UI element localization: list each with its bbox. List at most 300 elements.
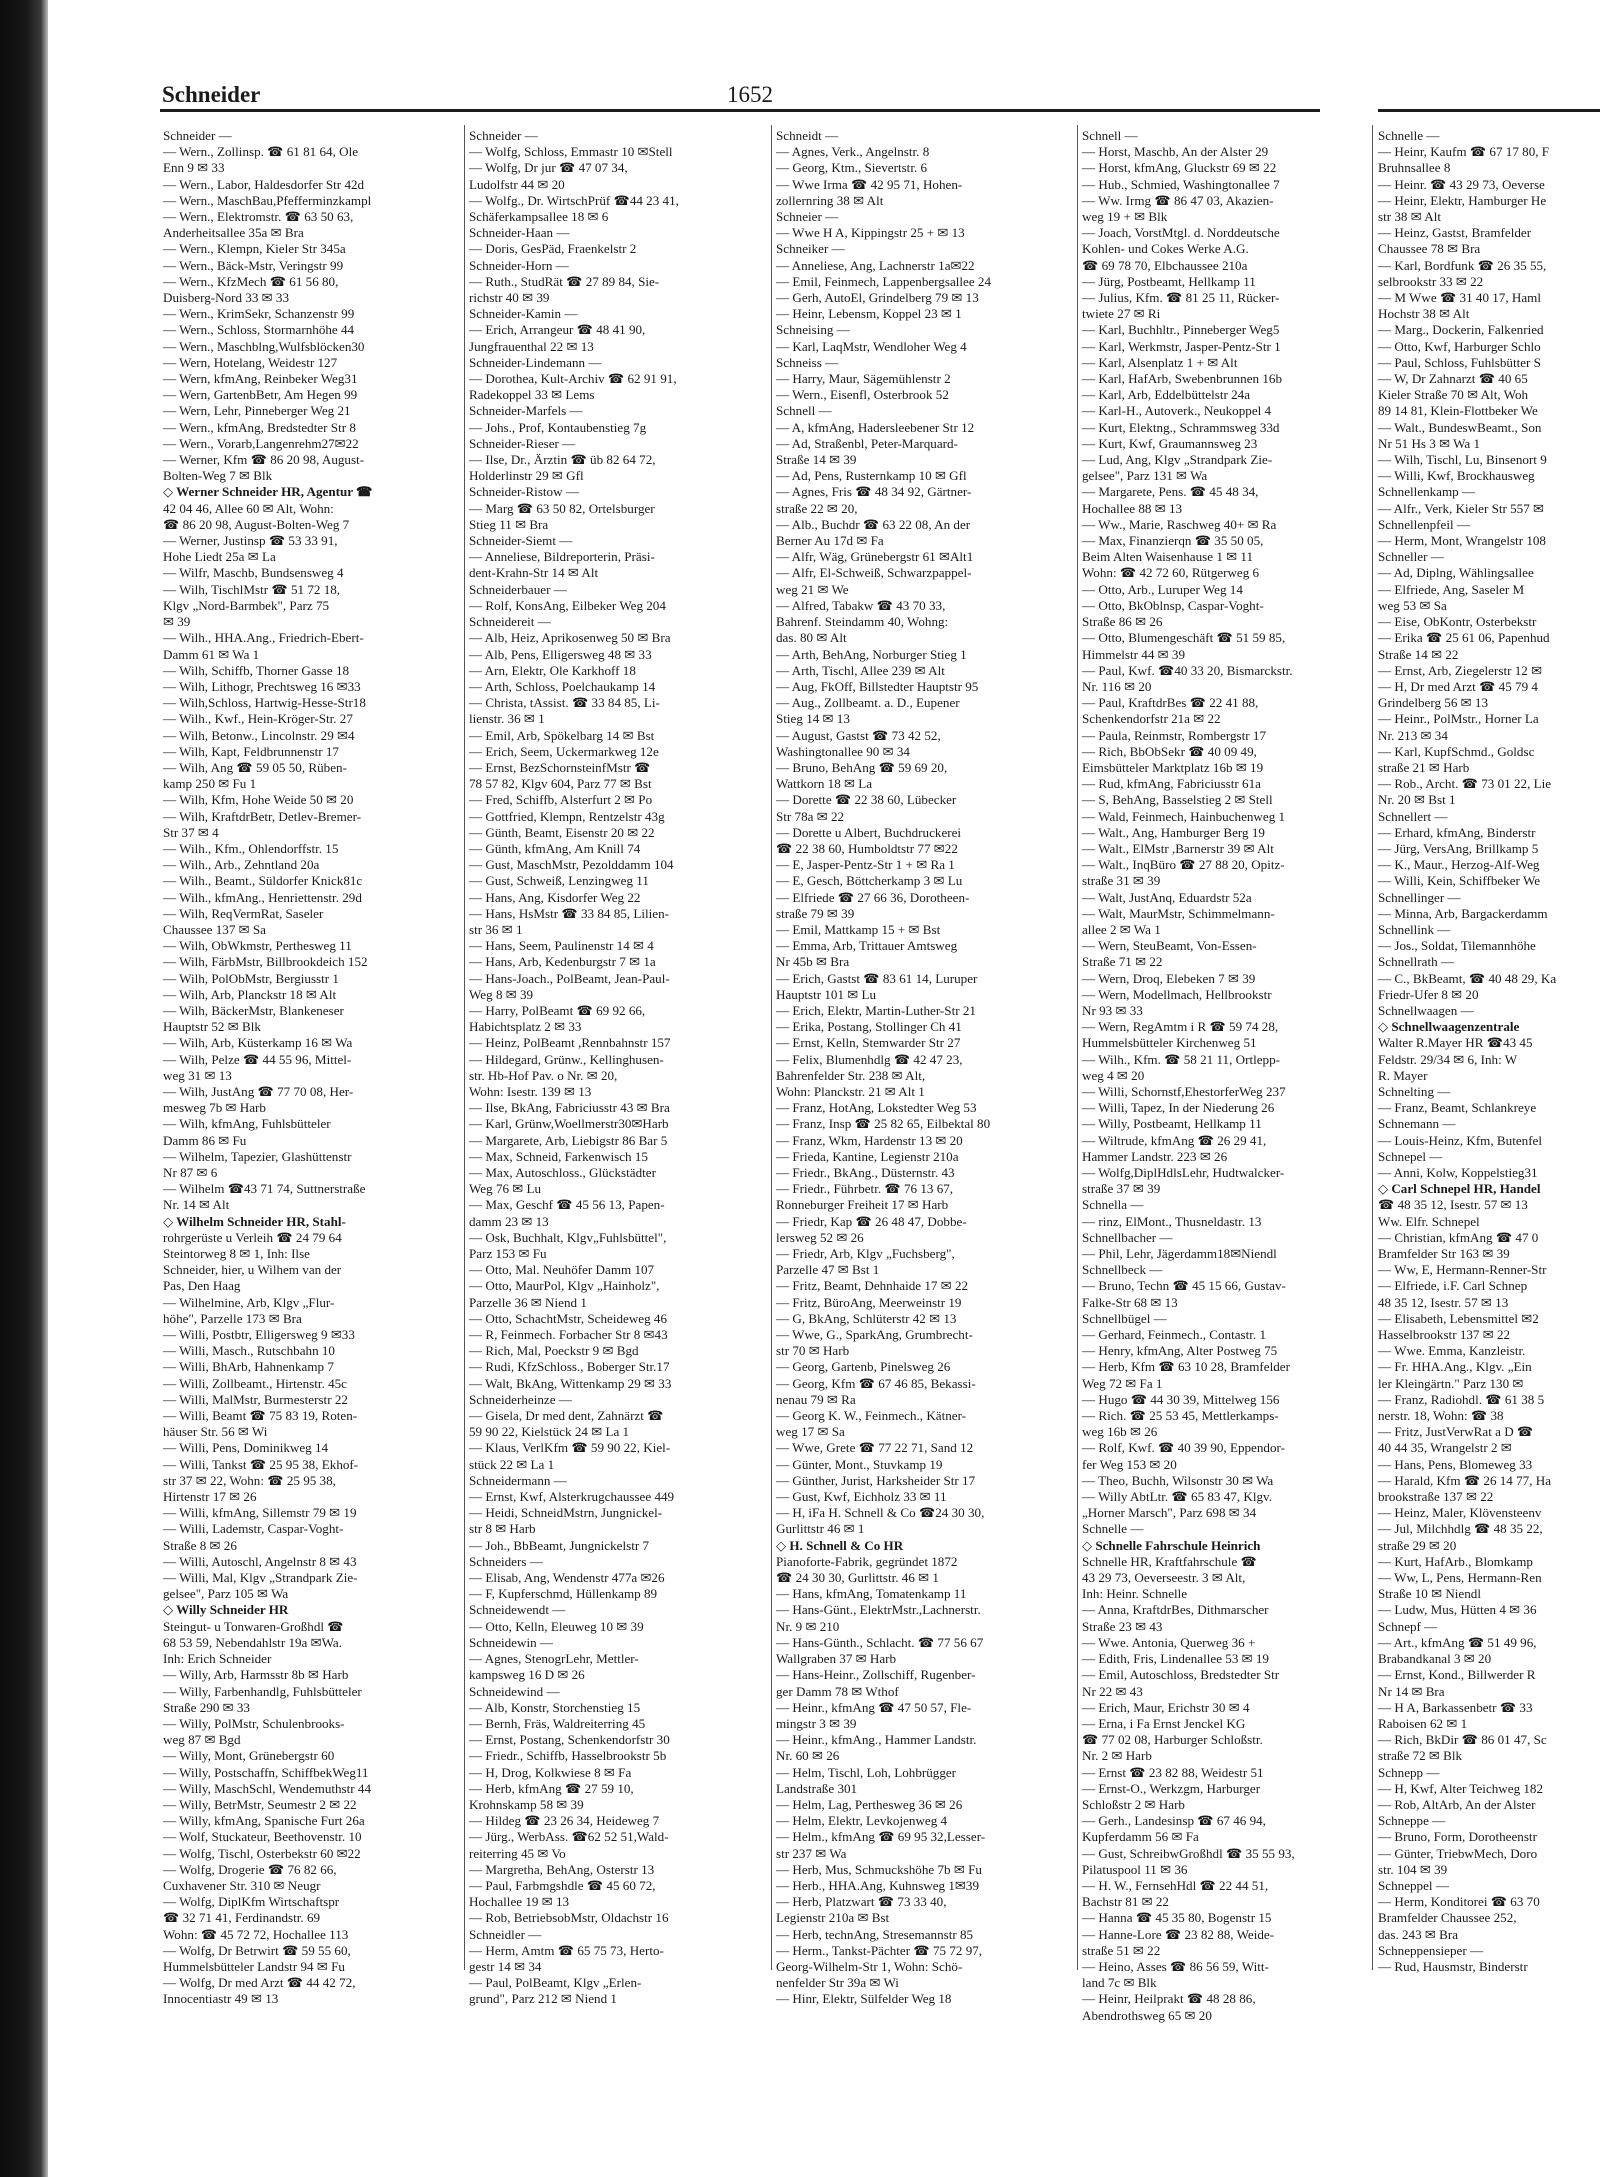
directory-line: Kieler Straße 70 ✉ Alt, Woh	[1378, 387, 1529, 403]
directory-line: Hummelsbütteler Landstr 94 ✉ Fu	[163, 1958, 345, 1974]
directory-line: — Margretha, BehAng, Osterstr 13	[469, 1861, 655, 1877]
directory-line: Falke-Str 68 ✉ 13	[1082, 1294, 1178, 1310]
directory-line: Schneidereit —	[469, 614, 551, 630]
directory-line: — Günter, Mont., Stuvkamp 19	[776, 1456, 943, 1472]
directory-line: — Wern, Lehr, Pinneberger Weg 21	[163, 403, 351, 419]
directory-line: — Johs., Prof, Kontaubenstieg 7g	[469, 419, 647, 435]
directory-line: ☎ 32 71 41, Ferdinandstr. 69	[163, 1910, 321, 1926]
directory-line: Cuxhavener Str. 310 ✉ Neugr	[163, 1877, 321, 1893]
directory-line: — Klaus, VerlKfm ☎ 59 90 22, Kiel-	[469, 1440, 671, 1456]
directory-line: — Willy, Postschaffn, SchiffbekWeg11	[163, 1764, 369, 1780]
directory-line: — Willy, Arb, Harmsstr 8b ✉ Harb	[163, 1667, 349, 1683]
directory-line: „Horner Marsch", Parz 698 ✉ 34	[1082, 1505, 1257, 1521]
directory-line: — H, Kwf, Alter Teichweg 182	[1378, 1780, 1544, 1796]
directory-line: — Herb, technAng, Stresemannstr 85	[776, 1926, 974, 1942]
directory-line: Hauptstr 101 ✉ Lu	[776, 986, 877, 1002]
directory-line: Schneidewendt —	[469, 1602, 566, 1618]
directory-line: Straße 290 ✉ 33	[163, 1699, 250, 1715]
directory-line: — Herb, kfmAng ☎ 27 59 10,	[469, 1780, 634, 1796]
header-rule	[160, 109, 1320, 112]
directory-line: Schneider-Kamin —	[469, 306, 578, 322]
directory-line: — Heino, Asses ☎ 86 56 59, Witt-	[1082, 1958, 1269, 1974]
directory-line: — Karl, KupfSchmd., Goldsc	[1378, 743, 1535, 759]
directory-line: Schnellbügel —	[1082, 1310, 1167, 1326]
directory-line: — Hans-Heinr., Zollschiff, Rugenber-	[776, 1667, 976, 1683]
directory-line: Schnellinger —	[1378, 889, 1461, 905]
directory-line: — Ww. Irmg ☎ 86 47 03, Akazien-	[1082, 192, 1274, 208]
directory-line: kampsweg 16 D ✉ 26	[469, 1667, 585, 1683]
directory-line: — Wilh, Pelze ☎ 44 55 96, Mittel-	[163, 1051, 352, 1067]
directory-line: — Helm, Lag, Perthesweg 36 ✉ 26	[776, 1796, 963, 1812]
directory-line: — Rob, AltArb, An der Alster	[1378, 1796, 1536, 1812]
directory-line: — Wern., KrimSekr, Schanzenstr 99	[163, 306, 355, 322]
directory-line: Schnepp —	[1378, 1764, 1440, 1780]
directory-line: — Willy, Mont, Grünebergstr 60	[163, 1748, 335, 1764]
directory-line: — Wwe. Emma, Kanzleistr.	[1378, 1343, 1526, 1359]
directory-line: nerstr. 18, Wohn: ☎ 38	[1378, 1408, 1504, 1424]
directory-line: — Lud, Ang, Klgv „Strandpark Zie-	[1082, 452, 1273, 468]
directory-line: — Wilh, Schiffb, Thorner Gasse 18	[163, 662, 350, 678]
directory-line: fer Weg 153 ✉ 20	[1082, 1456, 1177, 1472]
directory-line: — Friedr., Schiffb, Hasselbrookstr 5b	[469, 1748, 667, 1764]
directory-line: — Wern, kfmAng, Reinbeker Weg31	[163, 371, 358, 387]
directory-line: Schneiderheinze —	[469, 1391, 572, 1407]
directory-line: Schneiker —	[776, 241, 845, 257]
directory-line: Washingtonallee 90 ✉ 34	[776, 743, 910, 759]
directory-line: — Wilh., Arb., Zehntland 20a	[163, 857, 320, 873]
directory-line: Ludolfstr 44 ✉ 20	[469, 176, 565, 192]
directory-line: — Willi, Beamt ☎ 75 83 19, Roten-	[163, 1408, 358, 1424]
directory-line: lienstr. 36 ✉ 1	[469, 711, 545, 727]
directory-line: Schneider-Haan —	[469, 225, 570, 241]
directory-line: — Wilh, Kfm, Hohe Weide 50 ✉ 20	[163, 792, 354, 808]
directory-line: Schnemann —	[1378, 1116, 1456, 1132]
directory-line: 68 53 59, Nebendahlstr 19a ✉Wa.	[163, 1634, 343, 1650]
directory-line: — Fr. HHA.Ang., Klgv. „Ein	[1378, 1359, 1532, 1375]
directory-line: — Herb, Platzwart ☎ 73 33 40,	[776, 1894, 947, 1910]
directory-line: Eimsbütteler Marktplatz 16b ✉ 19	[1082, 759, 1264, 775]
directory-line: — Elisab, Ang, Wendenstr 477a ✉26	[469, 1570, 665, 1586]
directory-line: — Alb, Konstr, Storchenstieg 15	[469, 1699, 641, 1715]
directory-line: — Willi, Tapez, In der Niederung 26	[1082, 1100, 1275, 1116]
directory-line: — Walt., InqBüro ☎ 27 88 20, Opitz-	[1082, 857, 1285, 873]
directory-line: — Karl, HafArb, Swebenbrunnen 16b	[1082, 371, 1282, 387]
directory-line: Bachstr 81 ✉ 22	[1082, 1894, 1169, 1910]
directory-line: — Elfriede ☎ 27 66 36, Dorotheen-	[776, 889, 970, 905]
directory-line: — Harald, Kfm ☎ 26 14 77, Ha	[1378, 1472, 1552, 1488]
directory-line: Damm 86 ✉ Fu	[163, 1132, 247, 1148]
directory-line: Schneppe —	[1378, 1813, 1446, 1829]
directory-line: Weg 72 ✉ Fa 1	[1082, 1375, 1163, 1391]
directory-line: — Wilh, Tischl, Lu, Binsenort 9	[1378, 452, 1547, 468]
directory-line: Straße 86 ✉ 26	[1082, 614, 1163, 630]
directory-line: kamp 250 ✉ Fu 1	[163, 776, 257, 792]
directory-line: — Franz, Insp ☎ 25 82 65, Eilbektal 80	[776, 1116, 991, 1132]
directory-line: Georg-Wilhelm-Str 1, Wohn: Schö-	[776, 1958, 963, 1974]
directory-line: Hasselbrookstr 137 ✉ 22	[1378, 1327, 1511, 1343]
directory-line: weg 19 + ✉ Blk	[1082, 209, 1168, 225]
directory-line: gelsee", Parz 105 ✉ Wa	[163, 1586, 289, 1602]
directory-line: häuser Str. 56 ✉ Wi	[163, 1424, 268, 1440]
directory-line: — Osk, Buchhalt, Klgv„Fuhlsbüttel",	[469, 1229, 667, 1245]
directory-line: — Anni, Kolw, Koppelstieg31	[1378, 1165, 1538, 1180]
directory-line: — Wern, Droq, Elebeken 7 ✉ 39	[1082, 970, 1256, 986]
directory-line: Wohn: Planckstr. 21 ✉ Alt 1	[776, 1083, 925, 1099]
directory-line: — Alb., Buchdr ☎ 63 22 08, An der	[776, 516, 971, 532]
directory-line: mesweg 7b ✉ Harb	[163, 1100, 266, 1116]
directory-line: — Helm, Tischl, Loh, Lohbrügger	[776, 1764, 957, 1780]
directory-line: — Eise, ObKontr, Osterbekstr	[1378, 614, 1537, 630]
directory-line: — Ilse, BkAng, Fabriciusstr 43 ✉ Bra	[469, 1100, 670, 1116]
directory-line: Schnellert —	[1378, 808, 1448, 824]
directory-line: — Wolf, Stuckateur, Beethovenstr. 10	[163, 1829, 362, 1845]
directory-line: ☎ 24 30 30, Gurlittstr. 46 ✉ 1	[776, 1570, 939, 1586]
directory-line: — Günter, TriebwMech, Doro	[1378, 1845, 1538, 1861]
directory-line: — Wilh., HHA.Ang., Friedrich-Ebert-	[163, 630, 364, 646]
directory-line: — H A, Barkassenbetr ☎ 33	[1378, 1699, 1533, 1715]
directory-line: Parzelle 36 ✉ Niend 1	[469, 1294, 587, 1310]
directory-line: — Alb, Heiz, Aprikosenweg 50 ✉ Bra	[469, 630, 671, 646]
directory-line: — Joh., BbBeamt, Jungnickelstr 7	[469, 1537, 650, 1553]
directory-line: str 38 ✉ Alt	[1378, 209, 1441, 225]
directory-line: — Wilhelm ☎43 71 74, Suttnerstraße	[163, 1181, 366, 1197]
directory-column-1	[163, 128, 458, 2007]
directory-line: — Felix, Blumenhdlg ☎ 42 47 23,	[776, 1051, 963, 1067]
directory-line: — S, BehAng, Basselstieg 2 ✉ Stell	[1082, 792, 1273, 808]
directory-line: — Emil, Arb, Spökelbarg 14 ✉ Bst	[469, 727, 655, 743]
directory-line: 42 04 46, Allee 60 ✉ Alt, Wohn:	[163, 500, 334, 516]
directory-line: Steintorweg 8 ✉ 1, Inh: Ilse	[163, 1246, 310, 1262]
directory-line: — Emil, Autoschloss, Bredstedter Str	[1082, 1667, 1280, 1683]
directory-line: — Jul, Milchhdlg ☎ 48 35 22,	[1378, 1521, 1543, 1537]
directory-line: — F, Kupferschmd, Hüllenkamp 89	[469, 1586, 658, 1602]
directory-line: — Otto, MaurPol, Klgv „Hainholz",	[469, 1278, 660, 1294]
directory-line: — Willi, MalMstr, Burmesterstr 22	[163, 1391, 348, 1407]
directory-line: — Ad, Diplng, Wählingsallee	[1378, 565, 1534, 581]
directory-line: selbrookstr 33 ✉ 22	[1378, 273, 1484, 289]
directory-line: Grindelberg 56 ✉ 13	[1378, 695, 1489, 711]
directory-line: — Harry, Maur, Sägemühlenstr 2	[776, 371, 951, 387]
directory-line: — Herb, Kfm ☎ 63 10 28, Bramfelder	[1082, 1359, 1290, 1375]
directory-line: — Julius, Kfm. ☎ 81 25 11, Rücker-	[1082, 290, 1280, 306]
directory-line: — Wilh., Kwf., Hein-Kröger-Str. 27	[163, 711, 353, 727]
directory-line: — Ilse, Dr., Ärztin ☎ üb 82 64 72,	[469, 452, 656, 468]
directory-line: — Willy, MaschSchl, Wendemuthstr 44	[163, 1780, 372, 1796]
directory-line: weg 53 ✉ Sa	[1378, 597, 1447, 613]
directory-line: 89 14 81, Klein-Flottbeker We	[1378, 403, 1538, 419]
directory-line: — Wwe, G., SparkAng, Grumbrecht-	[776, 1327, 973, 1343]
directory-line: — Margarete, Pens. ☎ 45 48 34,	[1082, 484, 1259, 500]
directory-line: — Friedr, Kap ☎ 26 48 47, Dobbe-	[776, 1213, 967, 1229]
directory-line: — Wolfg, Schloss, Emmastr 10 ✉Stell	[469, 144, 673, 160]
directory-line: — Willy, PolMstr, Schulenbrooks-	[163, 1715, 345, 1731]
directory-line: Straße 14 ✉ 39	[776, 452, 857, 468]
directory-line: Inh: Heinr. Schnelle	[1082, 1586, 1188, 1602]
directory-line: Parz 153 ✉ Fu	[469, 1246, 547, 1262]
directory-line: straße 37 ✉ 39	[1082, 1181, 1161, 1197]
directory-line: — Hugo ☎ 44 30 39, Mittelweg 156	[1082, 1391, 1280, 1407]
directory-line: — Wilh, BäckerMstr, Blankeneser	[163, 1002, 344, 1018]
directory-line: — Louis-Heinz, Kfm, Butenfel	[1378, 1132, 1542, 1148]
directory-line: Krohnskamp 58 ✉ 39	[469, 1796, 584, 1812]
directory-line: 43 29 73, Oeverseestr. 3 ✉ Alt,	[1082, 1570, 1246, 1586]
directory-line: — Wilh, PolObMstr, Bergiusstr 1	[163, 970, 339, 986]
directory-line: — Wilh, kfmAng, Fuhlsbütteler	[163, 1116, 331, 1132]
directory-line: — Elisabeth, Lebensmittel ✉2	[1378, 1310, 1539, 1326]
directory-line: weg 4 ✉ 20	[1082, 1067, 1145, 1083]
page-number: 1652	[727, 82, 773, 107]
directory-line: Wohn: ☎ 45 72 72, Hochallee 113	[163, 1926, 349, 1942]
directory-line: Schneider-Rieser —	[469, 435, 576, 451]
directory-line: — Heinz, Gastst, Bramfelder	[1378, 225, 1532, 241]
directory-line: weg 17 ✉ Sa	[776, 1424, 845, 1440]
directory-line: — Wern., Labor, Haldesdorfer Str 42d	[163, 176, 365, 192]
directory-line: — Wilh, Kapt, Feldbrunnenstr 17	[163, 743, 339, 759]
directory-line: — Gerhard, Feinmech., Contastr. 1	[1082, 1327, 1267, 1343]
directory-line: — Erich, Arrangeur ☎ 48 41 90,	[469, 322, 646, 338]
directory-line: — August, Gastst ☎ 73 42 52,	[776, 727, 941, 743]
directory-line: — Wilh., kfmAng., Henriettenstr. 29d	[163, 889, 362, 905]
directory-line: Schneller —	[1378, 549, 1444, 565]
directory-line: ◇ H. Schnell & Co HR	[776, 1537, 904, 1553]
directory-line: Ronneburger Freiheit 17 ✉ Harb	[776, 1197, 949, 1213]
directory-line: — Herb, Mus, Schmuckshöhe 7b ✉ Fu	[776, 1861, 982, 1877]
directory-line: — Fritz, BüroAng, Meerweinstr 19	[776, 1294, 962, 1310]
directory-line: zollernring 38 ✉ Alt	[776, 192, 884, 208]
directory-line: — Jürg, VersAng, Brillkamp 5	[1378, 840, 1539, 856]
directory-line: — Minna, Arb, Bargackerdamm	[1378, 905, 1548, 921]
directory-line: — Wern., kfmAng, Bredstedter Str 8	[163, 419, 356, 435]
scan-edge-shadow	[0, 0, 48, 2177]
directory-line: — rinz, ElMont., Thusneldastr. 13	[1082, 1213, 1262, 1229]
directory-line: — Hans, HsMstr ☎ 33 84 85, Lilien-	[469, 905, 669, 921]
directory-line: nenau 79 ✉ Ra	[776, 1391, 856, 1407]
directory-line: straße 51 ✉ 22	[1082, 1942, 1161, 1958]
directory-line: — Wolfg., Dr. WirtschPrüf ☎44 23 41,	[469, 192, 679, 208]
directory-line: Wohn: ☎ 42 72 60, Rütgerweg 6	[1082, 565, 1260, 581]
directory-line: — Wilh, TischlMstr ☎ 51 72 18,	[163, 581, 341, 597]
directory-line: Enn 9 ✉ 33	[163, 160, 225, 176]
directory-line: Wohn: Isestr. 139 ✉ 13	[469, 1083, 592, 1099]
directory-line: Schneidewind —	[469, 1683, 560, 1699]
directory-line: — Margarete, Arb, Liebigstr 86 Bar 5	[469, 1132, 668, 1148]
directory-line: — Max, Geschf ☎ 45 56 13, Papen-	[469, 1197, 665, 1213]
directory-line: Hummelsbütteler Kirchenweg 51	[1082, 1035, 1257, 1051]
directory-line: — Heinr, Elektr, Hamburger He	[1378, 192, 1547, 208]
directory-line: — Bruno, Form, Dorotheenstr	[1378, 1829, 1537, 1845]
directory-line: Schnepf —	[1378, 1618, 1438, 1634]
directory-line: Schnellink —	[1378, 921, 1451, 937]
directory-line: — Wald, Feinmech, Hainbuchenweg 1	[1082, 808, 1286, 824]
directory-line: — Walt., BundeswBeamt., Son	[1378, 419, 1542, 435]
directory-line: — H, iFa H. Schnell & Co ☎24 30 30,	[776, 1505, 985, 1521]
directory-line: Str 37 ✉ 4	[163, 824, 219, 840]
directory-line: Walter R.Mayer HR ☎43 45	[1378, 1035, 1533, 1051]
directory-line: — R, Feinmech. Forbacher Str 8 ✉43	[469, 1327, 668, 1343]
directory-line: Raboisen 62 ✉ 1	[1378, 1715, 1468, 1731]
directory-line: — Wilh, FärbMstr, Billbrookdeich 152	[163, 954, 368, 970]
directory-line: — K., Maur., Herzog-Alf-Weg	[1378, 857, 1540, 873]
directory-line: — Otto, Kelln, Eleuweg 10 ✉ 39	[469, 1618, 644, 1634]
directory-line: — Wilh, JustAng ☎ 77 70 08, Her-	[163, 1083, 354, 1099]
directory-line: — Wwe Irma ☎ 42 95 71, Hohen-	[776, 176, 963, 192]
directory-line: Schneider-Horn —	[469, 257, 569, 273]
directory-line: Steingut- u Tonwaren-Großhdl ☎	[163, 1618, 344, 1634]
directory-line: — Rudi, KfzSchloss., Boberger Str.17	[469, 1359, 670, 1375]
directory-line: — Hinr, Elektr, Sülfelder Weg 18	[776, 1991, 952, 2007]
directory-line: gelsee", Parz 131 ✉ Wa	[1082, 468, 1208, 484]
directory-line: Hochallee 88 ✉ 13	[1082, 500, 1183, 516]
directory-line: — Arth, Tischl, Allee 239 ✉ Alt	[776, 662, 945, 678]
directory-line: Schloßstr 2 ✉ Harb	[1082, 1796, 1185, 1812]
directory-line: — Walt, BkAng, Wittenkamp 29 ✉ 33	[469, 1375, 672, 1391]
directory-line: — Harry, PolBeamt ☎ 69 92 66,	[469, 1002, 646, 1018]
directory-line: — E, Gesch, Böttcherkamp 3 ✉ Lu	[776, 873, 963, 889]
directory-line: das. 80 ✉ Alt	[776, 630, 847, 646]
directory-line: — Georg K. W., Feinmech., Kätner-	[776, 1408, 967, 1424]
directory-line: Schneider —	[163, 128, 232, 143]
directory-line: — Otto, Arb., Luruper Weg 14	[1082, 581, 1243, 597]
directory-line: — Alfr, Wäg, Grünebergstr 61 ✉Alt1	[776, 549, 974, 565]
directory-line: — Wern., Bäck-Mstr, Veringstr 99	[163, 257, 344, 273]
directory-line: — Willi, Pens, Dominikweg 14	[163, 1440, 329, 1456]
directory-line: — Werner, Justinsp ☎ 53 33 91,	[163, 533, 338, 549]
page-header	[162, 82, 1322, 108]
directory-line: Schneiderbauer —	[469, 581, 567, 597]
directory-line: — Willi, Mal, Klgv „Strandpark Zie-	[163, 1570, 358, 1586]
directory-line: Schneppensieper —	[1378, 1942, 1484, 1958]
directory-line: 59 90 22, Kielstück 24 ✉ La 1	[469, 1424, 630, 1440]
directory-line: rohrgerüste u Verleih ☎ 24 79 64	[163, 1229, 342, 1245]
directory-line: Nr. 14 ✉ Alt	[163, 1197, 230, 1213]
directory-line: Bramfelder Chaussee 252,	[1378, 1910, 1517, 1926]
directory-line: — Ww., Marie, Raschweg 40+ ✉ Ra	[1082, 516, 1277, 532]
directory-line: — Max, Schneid, Farkenwisch 15	[469, 1148, 648, 1164]
directory-line: straße 29 ✉ 20	[1378, 1537, 1457, 1553]
directory-line: Schneider, hier, u Wilhem van der	[163, 1262, 342, 1278]
directory-line: — Anna, KraftdrBes, Dithmarscher	[1082, 1602, 1269, 1618]
directory-line: Pilatuspool 11 ✉ 36	[1082, 1861, 1188, 1877]
directory-line: — Hildeg ☎ 23 26 34, Heideweg 7	[469, 1813, 660, 1829]
directory-column-4	[1082, 128, 1322, 2023]
directory-line: Nr 51 Hs 3 ✉ Wa 1	[1378, 435, 1481, 451]
directory-line: Schnepel —	[1378, 1148, 1443, 1164]
directory-line: — Franz, Beamt, Schlankreye	[1378, 1100, 1537, 1116]
directory-line: twiete 27 ✉ Ri	[1082, 306, 1161, 322]
directory-line: straße 79 ✉ 39	[776, 905, 855, 921]
directory-line: Hammer Landstr. 223 ✉ 26	[1082, 1148, 1228, 1164]
directory-line: Nr 45b ✉ Bra	[776, 954, 850, 970]
directory-line: Jungfrauenthal 22 ✉ 13	[469, 338, 594, 354]
directory-line: — Herm, Amtm ☎ 65 75 73, Herto-	[469, 1942, 664, 1958]
directory-line: — Henry, kfmAng, Alter Postweg 75	[1082, 1343, 1278, 1359]
directory-line: — Rob., Archt. ☎ 73 01 22, Lie	[1378, 776, 1552, 792]
directory-line: weg 16b ✉ 26	[1082, 1424, 1158, 1440]
directory-line: ◇ Werner Schneider HR, Agentur ☎	[163, 484, 373, 500]
directory-line: — Wern., Eisenfl, Osterbrook 52	[776, 387, 949, 403]
directory-line: — Bruno, Techn ☎ 45 15 66, Gustav-	[1082, 1278, 1286, 1294]
directory-line: Schnellbacher —	[1082, 1229, 1173, 1245]
directory-line: — Elfriede, Ang, Saseler M	[1378, 581, 1525, 597]
directory-line: — Wilhelmine, Arb, Klgv „Flur-	[163, 1294, 335, 1310]
directory-line: — Paul, Kwf. ☎40 33 20, Bismarckstr.	[1082, 662, 1293, 678]
directory-line: Schnell —	[776, 403, 832, 419]
directory-page	[60, 0, 1600, 2177]
directory-line: — Otto, Kwf, Harburger Schlo	[1378, 338, 1541, 354]
directory-line: — Ruth., StudRät ☎ 27 89 84, Sie-	[469, 273, 660, 289]
directory-line: — Jürg, Postbeamt, Hellkamp 11	[1082, 273, 1256, 289]
directory-line: — Rich, BbObSekr ☎ 40 09 49,	[1082, 743, 1257, 759]
directory-line: — Wilh., Beamt., Süldorfer Knick81c	[163, 873, 363, 889]
directory-line: — Wolfg, Dr med Arzt ☎ 44 42 72,	[163, 1975, 356, 1991]
directory-line: — Frieda, Kantine, Legienstr 210a	[776, 1148, 959, 1164]
directory-line: — Wern., Vorarb,Langenrehm27✉22	[163, 435, 359, 451]
directory-line: — Heinr., PolMstr., Horner La	[1378, 711, 1539, 727]
directory-line: — Erich, Gastst ☎ 83 61 14, Luruper	[776, 970, 978, 986]
directory-line: — Ww, E, Hermann-Renner-Str	[1378, 1262, 1547, 1278]
directory-line: Schnelle HR, Kraftfahrschule ☎	[1082, 1553, 1257, 1569]
directory-line: — Edith, Fris, Lindenallee 53 ✉ 19	[1082, 1651, 1269, 1667]
directory-line: Brabandkanal 3 ✉ 20	[1378, 1651, 1492, 1667]
directory-line: Gurlittstr 46 ✉ 1	[776, 1521, 865, 1537]
directory-line: Chaussee 78 ✉ Bra	[1378, 241, 1481, 257]
directory-line: — M Wwe ☎ 31 40 17, Haml	[1378, 290, 1541, 306]
directory-line: — Hans-Günt., ElektrMstr.,Lachnerstr.	[776, 1602, 981, 1618]
directory-line: — Anneliese, Ang, Lachnerstr 1a✉22	[776, 257, 975, 273]
directory-line: — Wern, RegAmtm i R ☎ 59 74 28,	[1082, 1019, 1279, 1035]
directory-line: — Gust, MaschMstr, Pezolddamm 104	[469, 857, 674, 873]
directory-line: reiterring 45 ✉ Vo	[469, 1845, 566, 1861]
directory-line: — Karl, Grünw,Woellmerstr30✉Harb	[469, 1116, 669, 1132]
directory-line: ☎ 86 20 98, August-Bolten-Weg 7	[163, 516, 350, 532]
directory-line: Chaussee 137 ✉ Sa	[163, 921, 266, 937]
column-divider	[1372, 125, 1373, 1970]
directory-line: Kupferdamm 56 ✉ Fa	[1082, 1829, 1199, 1845]
directory-line: — Rich, Mal, Poeckstr 9 ✉ Bgd	[469, 1343, 639, 1359]
directory-column-2	[469, 128, 764, 2007]
directory-line: Schneier —	[776, 209, 839, 225]
directory-line: — Wolfg, Dr jur ☎ 47 07 34,	[469, 160, 628, 176]
directory-line: ◇ Schnellwaagenzentrale	[1378, 1019, 1520, 1035]
directory-line: — Aug, FkOff, Billstedter Hauptstr 95	[776, 678, 979, 694]
directory-line: — Wolfg, DiplKfm Wirtschaftspr	[163, 1894, 340, 1910]
directory-line: — Gust, SchreibwGroßhdl ☎ 35 55 93,	[1082, 1845, 1295, 1861]
directory-line: Berner Au 17d ✉ Fa	[776, 533, 884, 549]
directory-line: Nr. 116 ✉ 20	[1082, 678, 1152, 694]
directory-line: — Art., kfmAng ☎ 51 49 96,	[1378, 1634, 1537, 1650]
directory-line: weg 21 ✉ We	[776, 581, 849, 597]
directory-line: — Hans, Arb, Kedenburgstr 7 ✉ 1a	[469, 954, 656, 970]
directory-line: — Erika ☎ 25 61 06, Papenhud	[1378, 630, 1550, 646]
directory-line: — Jürg., WerbAss. ☎62 52 51,Wald-	[469, 1829, 669, 1845]
directory-line: Schnelting —	[1378, 1083, 1451, 1099]
directory-line: — Gust, Kwf, Eichholz 33 ✉ 11	[776, 1489, 947, 1505]
directory-line: — Paul, PolBeamt, Klgv „Erlen-	[469, 1975, 642, 1991]
directory-line: Schneider-Lindemann —	[469, 354, 602, 370]
directory-line: Parzelle 47 ✉ Bst 1	[776, 1262, 880, 1278]
directory-line: 78 57 82, Klgv 604, Parz 77 ✉ Bst	[469, 776, 652, 792]
directory-line: — Hans, Pens, Blomeweg 33	[1378, 1456, 1533, 1472]
directory-line: — Walt., ElMstr ,Barnerstr 39 ✉ Alt	[1082, 840, 1274, 856]
directory-line: Friedr-Ufer 8 ✉ 20	[1378, 986, 1479, 1002]
directory-line: — Ernst, Kond., Billwerder R	[1378, 1667, 1536, 1683]
directory-line: — Wolfg, Drogerie ☎ 76 82 66,	[163, 1861, 337, 1877]
directory-line: — Karl, Arb, Eddelbüttelstr 24a	[1082, 387, 1250, 403]
directory-line: Schenkendorfstr 21a ✉ 22	[1082, 711, 1221, 727]
directory-line: — Anneliese, Bildreporterin, Präsi-	[469, 549, 655, 565]
directory-line: — Wern., Schloss, Stormarnhöhe 44	[163, 322, 355, 338]
directory-line: Stieg 11 ✉ Bra	[469, 516, 549, 532]
